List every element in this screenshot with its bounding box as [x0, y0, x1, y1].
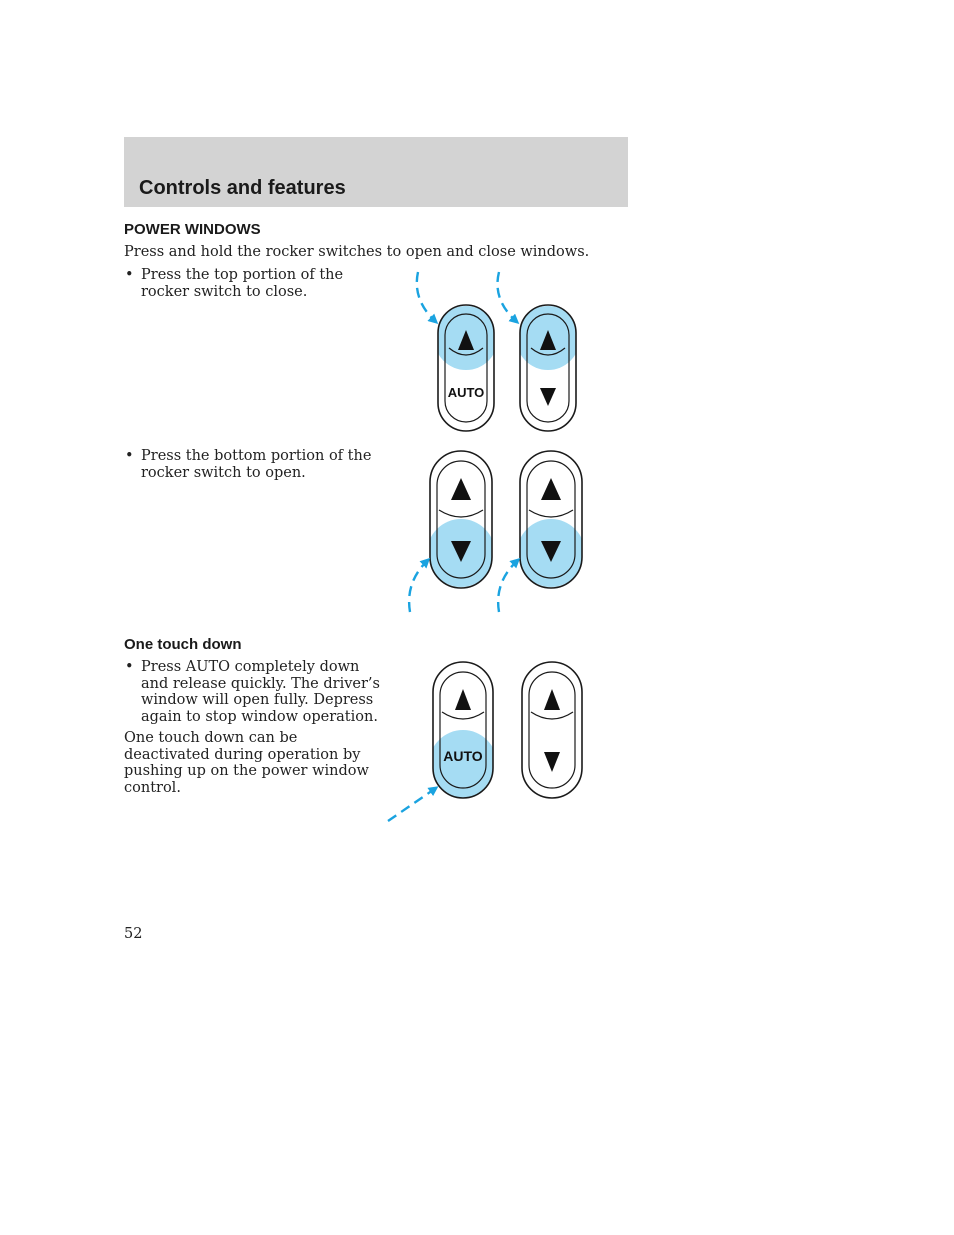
down-arrow-icon — [544, 752, 560, 772]
pointer-arrow — [388, 788, 436, 821]
bullet-open: • Press the bottom portion of the rocker switch to open. — [124, 448, 386, 481]
pointer-arrow — [497, 272, 517, 322]
open-diagram — [409, 451, 585, 612]
up-arrow-icon — [451, 478, 471, 500]
down-arrow-icon — [540, 388, 556, 406]
driver-switch-open — [427, 451, 495, 588]
bullet-one-touch: • Press AUTO completely down and release quickly. The driver’s window will open fully. Depress again to stop window operation. — [124, 659, 381, 725]
power-windows-intro: Press and hold the rocker switches to open and close windows. — [124, 244, 590, 260]
close-diagram — [417, 272, 580, 431]
passenger-switch-auto — [522, 662, 582, 798]
one-touch-note: One touch down can be deactivated during operation by pushing up on the power window control. — [124, 730, 369, 796]
auto-label: AUTO — [443, 748, 483, 764]
page-title: Controls and features — [139, 177, 346, 199]
up-arrow-icon — [455, 689, 471, 710]
driver-switch-close — [434, 305, 498, 431]
auto-label: AUTO — [447, 385, 485, 400]
driver-switch-auto — [429, 662, 497, 798]
up-arrow-icon — [544, 689, 560, 710]
power-windows-heading: POWER WINDOWS — [124, 221, 261, 238]
one-touch-down-heading: One touch down — [124, 636, 242, 653]
passenger-switch-close — [516, 305, 580, 431]
passenger-switch-open — [517, 451, 585, 588]
one-touch-diagram — [388, 662, 582, 821]
pointer-arrow — [498, 560, 518, 612]
pointer-arrow — [417, 272, 436, 322]
up-arrow-icon — [541, 478, 561, 500]
pointer-arrow — [409, 560, 428, 612]
bullet-close: • Press the top portion of the rocker switch to close. — [124, 267, 371, 300]
page-number: 52 — [124, 926, 143, 942]
